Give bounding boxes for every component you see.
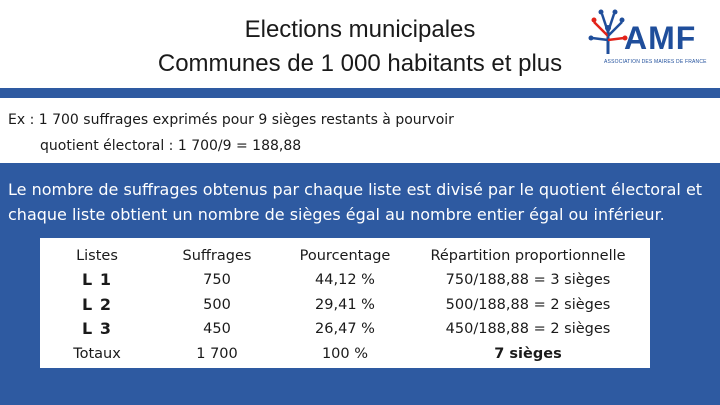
list-name-1: L 1 [82,270,112,290]
column-suffrages [172,244,262,366]
list-name-2: L 2 [82,294,112,314]
totals-label: Totaux [73,345,121,362]
column-repartition [418,244,638,366]
header-suffrages: Suffrages [182,248,252,264]
pourcentage-3: 26,47 % [315,321,375,338]
repartition-total: 7 sièges [494,345,562,362]
repartition-1: 750/188,88 = 3 sièges [445,272,611,289]
suffrages-2: 500 [203,296,231,313]
slide-title-line-2: Communes de 1 000 habitants et plus [157,50,563,77]
suffrages-3: 450 [203,321,231,338]
suffrages-1: 750 [203,272,231,289]
example-line-1: Ex : 1 700 suffrages exprimés pour 9 sièges restants à pourvoir [8,112,454,128]
pourcentage-1: 44,12 % [315,272,375,289]
amf-logo [588,8,712,68]
explanation-text: Le nombre de suffrages obtenus par chaque liste est divisé par le quotient électoral et chaque liste obtient un nombre de sièges égal au nombre entier égal ou inférieur. [8,180,703,224]
pourcentage-total: 100 % [321,345,369,362]
repartition-3: 450/188,88 = 2 sièges [445,321,611,338]
pourcentage-2: 29,41 % [315,296,375,313]
repartition-2: 500/188,88 = 2 sièges [445,296,611,313]
column-pourcentage [290,244,400,366]
example-line-2: quotient électoral : 1 700/9 = 188,88 [40,138,302,154]
suffrages-total: 1 700 [196,345,238,362]
header-pourcentage: Pourcentage [299,248,391,264]
header-listes: Listes [76,248,118,264]
amf-logo-subtitle: ASSOCIATION DES MAIRES DE FRANCE [604,59,707,65]
column-listes [52,244,142,366]
list-name-3: L 3 [82,319,112,339]
amf-figures-logo-icon [588,8,628,60]
amf-logo-text: AMF [624,20,697,56]
header-repartition: Répartition proportionnelle [430,248,626,264]
slide-title-line-1: Elections municipales [244,16,476,43]
